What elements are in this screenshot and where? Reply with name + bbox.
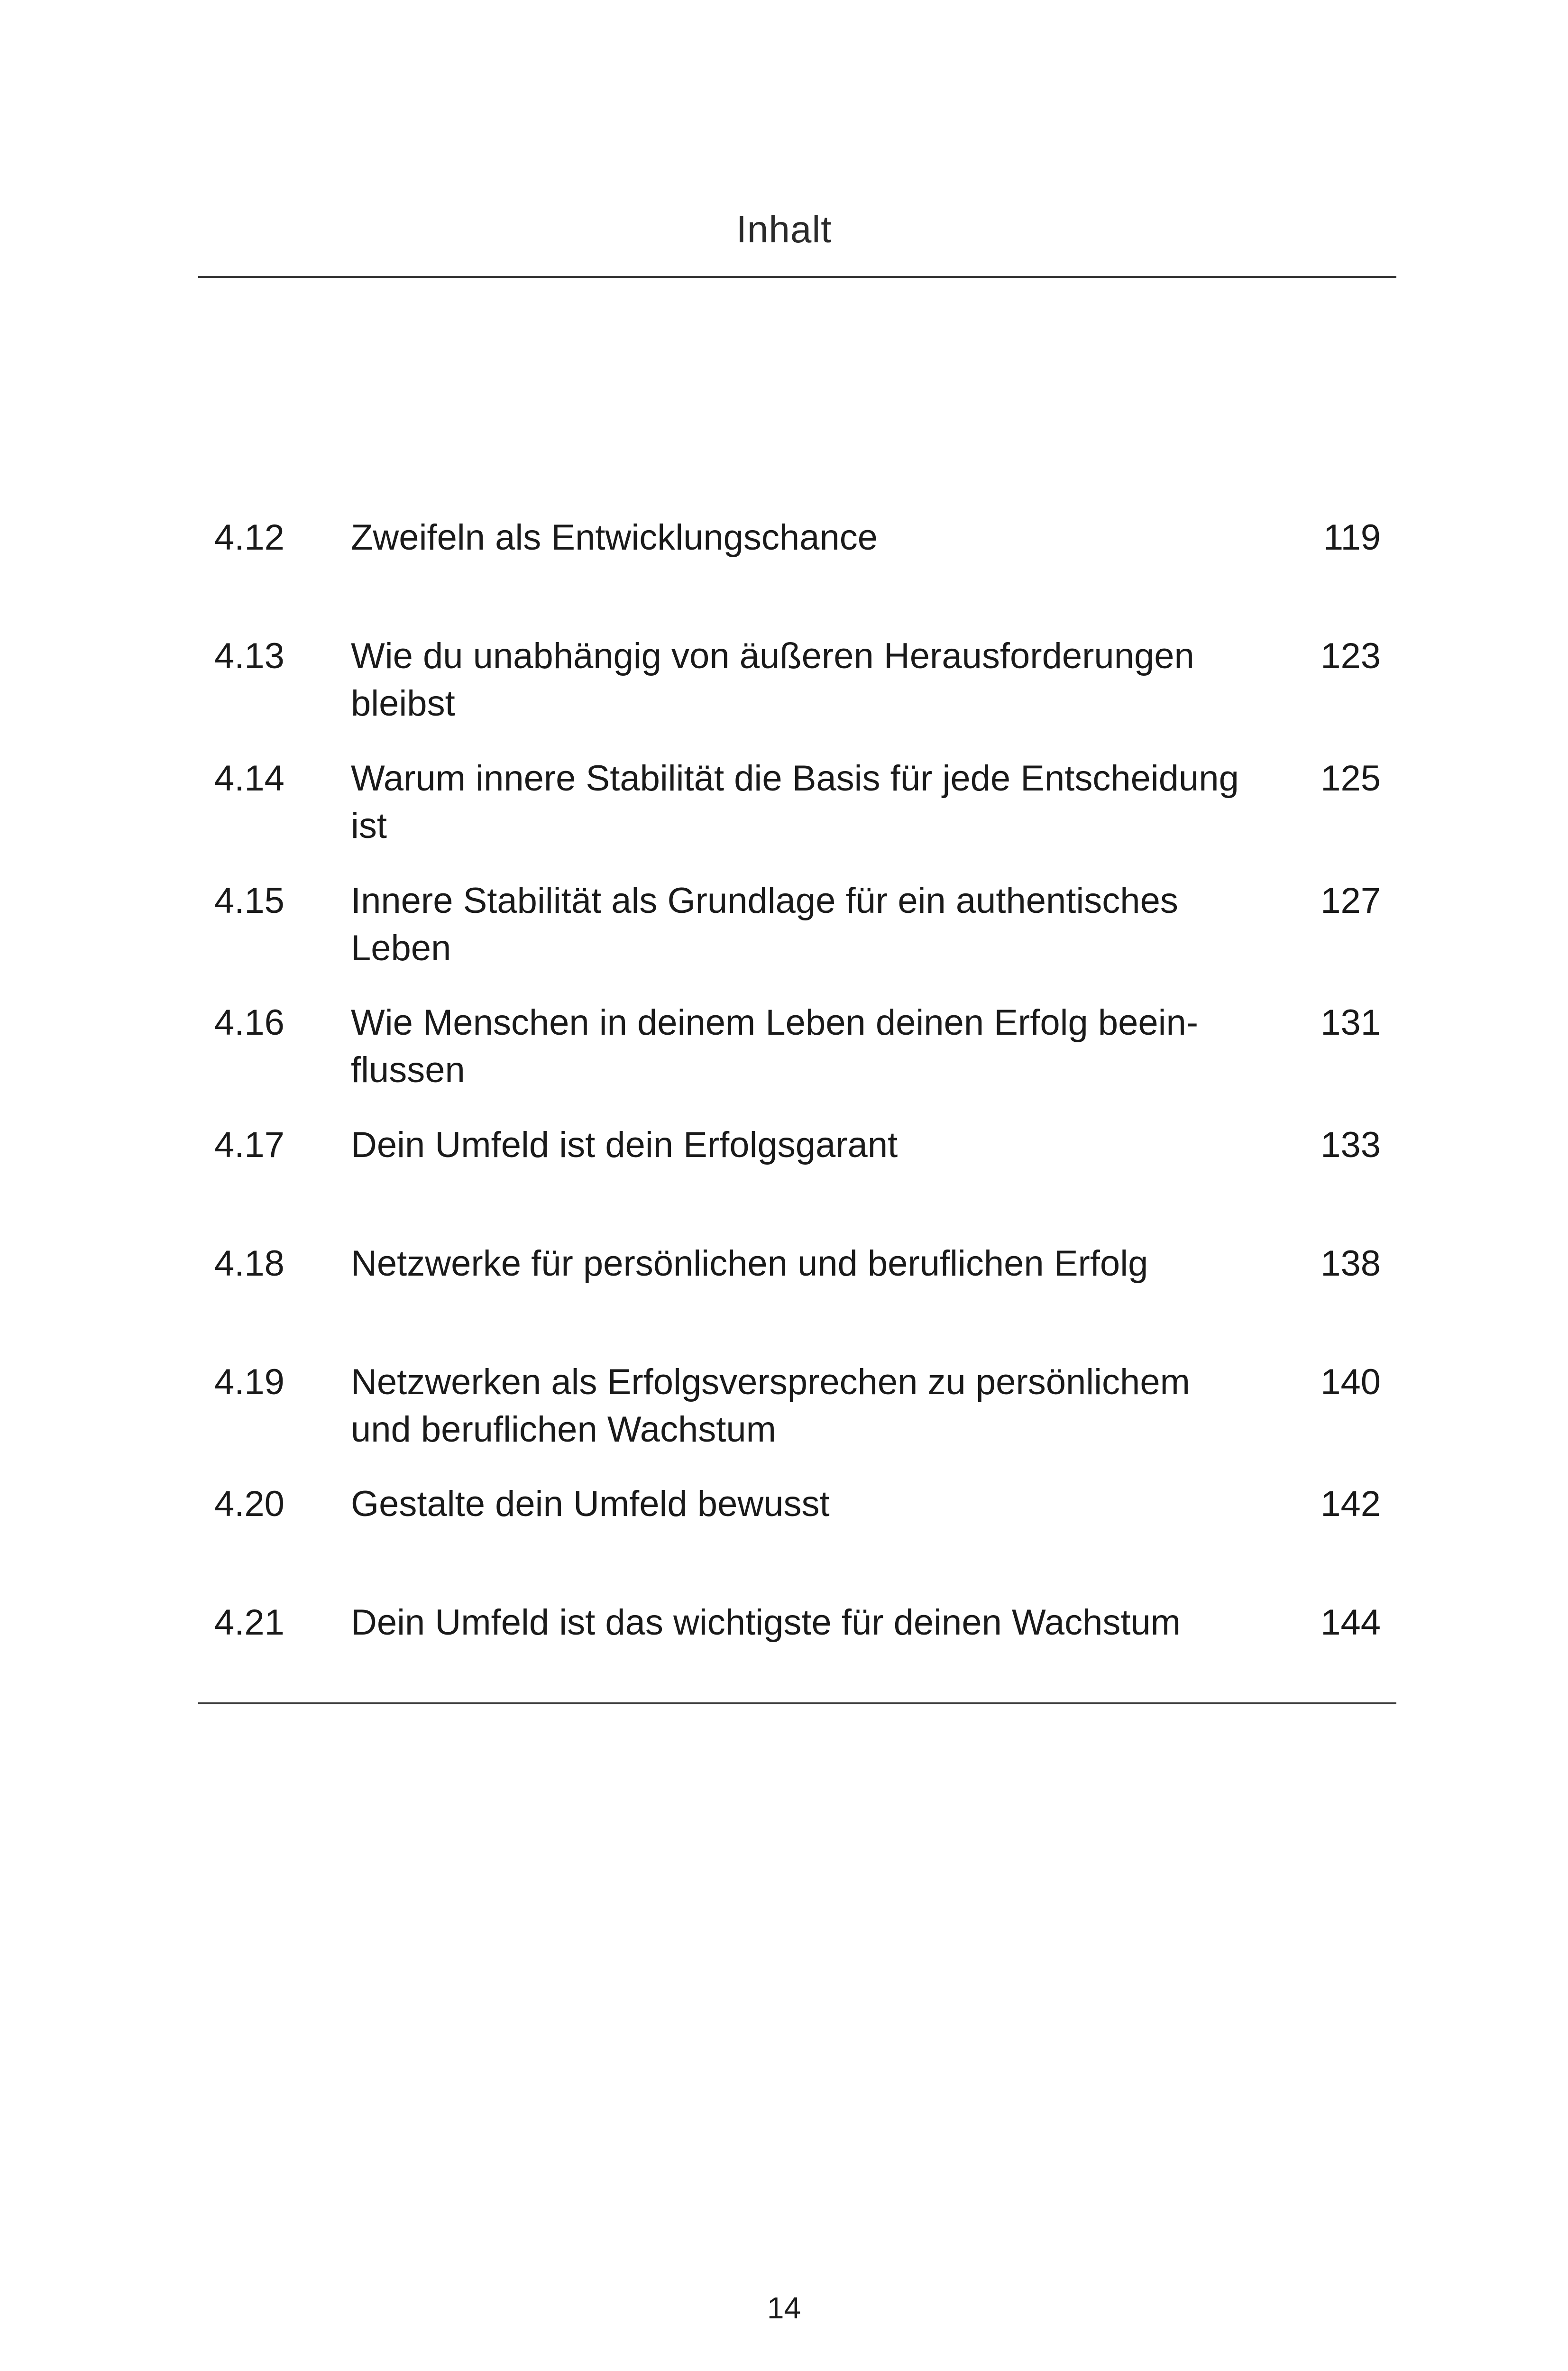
toc-entry-page: 123 xyxy=(1320,636,1381,676)
toc-entry-number: 4.15 xyxy=(214,881,284,921)
toc-entry-title-line: Netzwerken als Erfolgsversprechen zu persönlichem xyxy=(351,1362,1190,1402)
toc-entry-title-line: Netzwerke für persönlichen und beruflichen Erfolg xyxy=(351,1243,1148,1284)
toc-entry-title-line: ist xyxy=(351,806,387,846)
toc-entry-title-line: flussen xyxy=(351,1050,465,1090)
toc-entry-page: 119 xyxy=(1323,517,1381,558)
toc-entry-title xyxy=(351,1599,1290,1646)
toc-entry-number: 4.13 xyxy=(214,636,284,676)
header-divider xyxy=(198,276,1396,278)
toc-entry-number: 4.21 xyxy=(214,1602,284,1643)
toc-entry-title-line: Wie du unabhängig von äußeren Herausforderungen xyxy=(351,636,1194,676)
toc-entry-title xyxy=(351,633,1290,727)
toc-entry-page: 144 xyxy=(1320,1602,1381,1643)
toc-entry-title-line: und beruflichen Wachstum xyxy=(351,1409,776,1450)
toc-entry-number: 4.16 xyxy=(214,1002,284,1043)
toc-entry-title xyxy=(351,877,1290,972)
toc-entry-title xyxy=(351,514,1290,561)
page-number: 14 xyxy=(767,2291,801,2325)
toc-bottom-divider xyxy=(198,1702,1396,1704)
toc-entry-title-line: Dein Umfeld ist das wichtigste für deinen Wachstum xyxy=(351,1602,1181,1643)
toc-entry-page: 142 xyxy=(1320,1484,1381,1524)
toc-entry-title xyxy=(351,1480,1290,1528)
toc-entry-title-line: Dein Umfeld ist dein Erfolgsgarant xyxy=(351,1125,898,1165)
toc-entry-number: 4.17 xyxy=(214,1125,284,1165)
toc-entry-number: 4.18 xyxy=(214,1243,284,1284)
toc-entry-title xyxy=(351,1240,1290,1287)
toc-entry-page: 125 xyxy=(1320,758,1381,799)
toc-entry-title-line: Warum innere Stabilität die Basis für jede Entscheidung xyxy=(351,758,1239,799)
toc-entry-page: 131 xyxy=(1320,1002,1381,1043)
toc-entry-title-line: bleibst xyxy=(351,683,455,724)
toc-entry-number: 4.20 xyxy=(214,1484,284,1524)
toc-entry-title-line: Innere Stabilität als Grundlage für ein authentisches xyxy=(351,881,1178,921)
toc-entry-title xyxy=(351,1121,1290,1169)
toc-entry-page: 133 xyxy=(1320,1125,1381,1165)
toc-entry-title xyxy=(351,999,1290,1094)
toc-entry-title-line: Gestalte dein Umfeld bewusst xyxy=(351,1484,830,1524)
toc-entry-number: 4.12 xyxy=(214,517,284,558)
toc-entry-title-line: Zweifeln als Entwicklungschance xyxy=(351,517,878,558)
toc-entry-title xyxy=(351,755,1290,850)
toc-entry-page: 140 xyxy=(1320,1362,1381,1402)
toc-entry-title xyxy=(351,1359,1290,1453)
toc-entry-page: 138 xyxy=(1320,1243,1381,1284)
toc-entry-number: 4.19 xyxy=(214,1362,284,1402)
toc-entry-number: 4.14 xyxy=(214,758,284,799)
running-header-title: Inhalt xyxy=(736,208,832,250)
toc-entry-title-line: Wie Menschen in deinem Leben deinen Erfolg beein- xyxy=(351,1002,1199,1043)
toc-entry-page: 127 xyxy=(1320,881,1381,921)
toc-entry-title-line: Leben xyxy=(351,928,451,968)
